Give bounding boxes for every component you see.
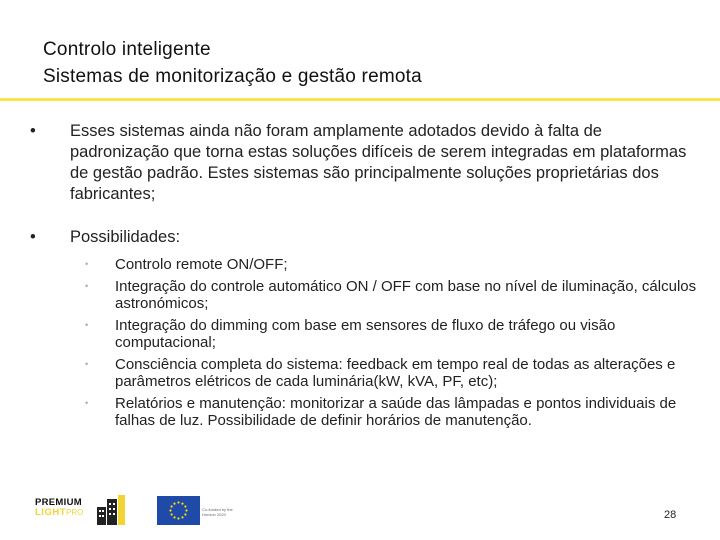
slide-content xyxy=(30,121,700,434)
sub-bullet-marker: • xyxy=(85,397,89,408)
slide-title-line1: Controlo inteligente xyxy=(43,39,211,60)
title-block xyxy=(43,36,422,90)
logo-text-light: LIGHT xyxy=(35,507,66,518)
list-item xyxy=(30,395,700,430)
bullet-paragraph xyxy=(30,121,700,205)
possibilities-list xyxy=(30,256,700,430)
list-item xyxy=(30,356,700,391)
list-item-text: Consciência completa do sistema: feedback em tempo real de todas as alterações e parâmetros elétricos de cada luminária(kW, kVA, PF, etc); xyxy=(115,355,676,390)
sub-bullet-marker: • xyxy=(85,358,89,369)
list-item-text: Integração do dimming com base em sensores de fluxo de tráfego ou visão computacional; xyxy=(115,316,616,351)
sub-bullet-marker: • xyxy=(85,280,89,291)
title-divider xyxy=(0,98,720,101)
list-item-text: Relatórios e manutenção: monitorizar a saúde das lâmpadas e pontos individuais de falhas de luz. Possibilidade de definir horários de manutenção. xyxy=(115,394,677,429)
eu-funding-note: Co-funded by the Horizon 2020 xyxy=(202,507,233,517)
bullet-marker: • xyxy=(30,228,36,246)
paragraph-text: Esses sistemas ainda não foram amplamente adotados devido à falta de padronização que torna estas soluções difíceis de serem integradas em plataformas de gestão padrão. Estes sistemas são principalmente soluções proprietárias dos fabricantes; xyxy=(70,122,687,203)
bullet-possibilities xyxy=(30,227,700,248)
list-item-text: Controlo remote ON/OFF; xyxy=(115,256,288,273)
slide-title-line2: Sistemas de monitorização e gestão remota xyxy=(43,66,422,87)
building-icon xyxy=(95,493,127,527)
list-item xyxy=(30,256,700,274)
logo-text-pro: PRO xyxy=(66,508,84,517)
bullet-marker: • xyxy=(30,122,36,140)
logo-text-premium: PREMIUM xyxy=(35,497,82,508)
list-item xyxy=(30,317,700,352)
eu-flag-icon xyxy=(157,496,200,525)
page-number: 28 xyxy=(664,509,677,521)
possibilities-heading: Possibilidades: xyxy=(70,228,181,246)
sub-bullet-marker: • xyxy=(85,259,89,269)
sub-bullet-marker: • xyxy=(85,319,89,330)
list-item-text: Integração do controle automático ON / OFF com base no nível de iluminação, cálculos astronómicos; xyxy=(115,277,697,312)
premium-light-pro-logo xyxy=(35,493,127,527)
list-item xyxy=(30,278,700,313)
